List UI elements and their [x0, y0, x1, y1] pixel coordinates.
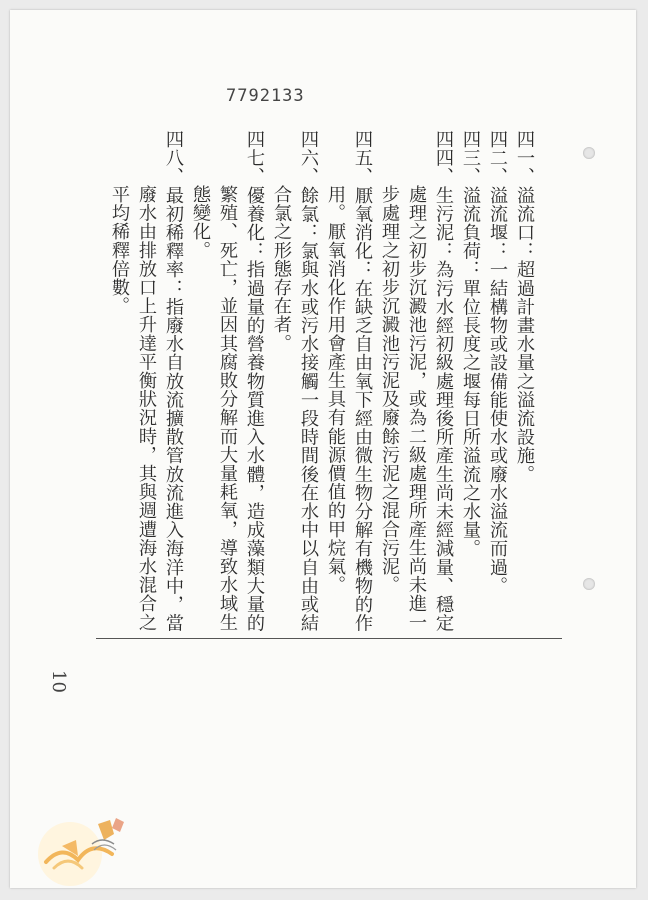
text-line-10: 合氯之形態存在者。 [271, 185, 292, 353]
text-line-16: 平均稀釋倍數。 [109, 185, 130, 316]
text-line-12: 繁殖、死亡，並因其腐敗分解而大量耗氧，導致水域生 [217, 185, 238, 632]
text-line-5: 處理之初步沉澱池污泥，或為二級處理所產生尚未進一 [406, 185, 427, 632]
text-line-9: 四六、餘氯：氯與水或污水接觸一段時間後在水中以自由或結 [298, 130, 319, 633]
footer-divider [96, 638, 562, 639]
document-page [10, 10, 636, 888]
text-line-14: 四八、最初稀釋率：指廢水自放流擴散管放流進入海洋中，當 [163, 130, 184, 633]
punch-hole-bottom [583, 578, 595, 590]
page-number: 10 [48, 670, 69, 693]
text-line-8: 用。厭氧消化作用會產生具有能源價值的甲烷氣。 [325, 185, 346, 595]
library-logo [32, 810, 142, 894]
punch-hole-top [583, 147, 595, 159]
text-line-3: 四三、溢流負荷：單位長度之堰每日所溢流之水量。 [460, 130, 481, 558]
text-line-7: 四五、厭氧消化：在缺乏自由氧下經由微生物分解有機物的作 [352, 130, 373, 633]
text-line-1: 四一、溢流口：超過計畫水量之溢流設施。 [514, 130, 535, 484]
text-line-2: 四二、溢流堰：一結構物或設備能使水或廢水溢流而過。 [487, 130, 508, 595]
text-line-15: 廢水由排放口上升達平衡狀況時，其與週遭海水混合之 [136, 185, 157, 632]
text-line-6: 步處理之初步沉澱池污泥及廢餘污泥之混合污泥。 [379, 185, 400, 595]
document-number: 7792133 [226, 86, 305, 106]
text-line-4: 四四、生污泥：為污水經初級處理後所產生尚未經減量、穩定 [433, 130, 454, 633]
text-line-13: 態變化。 [190, 185, 211, 260]
text-line-11: 四七、優養化：指過量的營養物質進入水體，造成藻類大量的 [244, 130, 265, 633]
